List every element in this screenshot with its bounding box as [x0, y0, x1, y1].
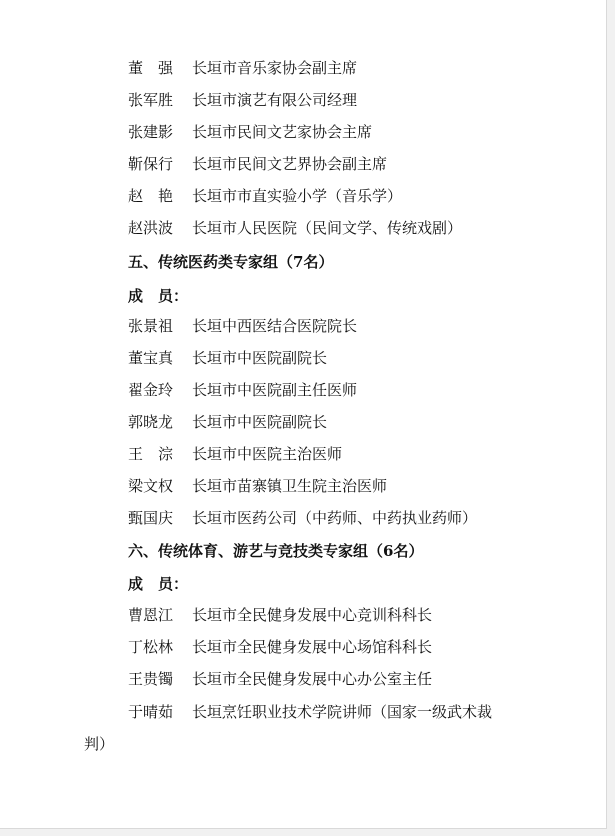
- member-name: 靳保行: [128, 155, 174, 173]
- member-title: 长垣市中医院主治医师: [192, 445, 343, 463]
- member-title: 长垣市医药公司（中药师、中药执业药师）: [192, 509, 478, 527]
- member-row: [128, 316, 357, 336]
- member-name: 丁松林: [128, 638, 174, 656]
- member-row: [128, 637, 432, 657]
- member-name: 王 淙: [128, 445, 174, 463]
- member-title: 长垣市全民健身发展中心场馆科科长: [192, 638, 433, 656]
- member-row: [128, 669, 432, 689]
- member-title: 长垣市全民健身发展中心办公室主任: [192, 670, 433, 688]
- member-title: 长垣市中医院副院长: [192, 349, 328, 367]
- member-name: 赵 艳: [128, 187, 174, 205]
- member-row: [128, 508, 477, 528]
- wrapped-text-continuation: 判）: [84, 735, 115, 753]
- member-name: 王贵镯: [128, 670, 174, 688]
- member-row: [128, 476, 387, 496]
- member-name: 董 强: [128, 59, 174, 77]
- member-title: 长垣市民间文艺家协会主席: [192, 123, 373, 141]
- members-label: 成 员：: [128, 287, 189, 305]
- member-name: 董宝真: [128, 349, 174, 367]
- member-name: 郭晓龙: [128, 413, 174, 431]
- members-label: 成 员：: [128, 575, 189, 593]
- member-name: 甄国庆: [128, 509, 174, 527]
- member-name: 张建影: [128, 123, 174, 141]
- member-title: 长垣市民间文艺界协会副主席: [192, 155, 388, 173]
- member-title: 长垣烹饪职业技术学院讲师（国家一级武术裁: [192, 703, 493, 721]
- member-row: [128, 218, 462, 238]
- member-row: [128, 58, 357, 78]
- member-row: [128, 122, 372, 142]
- section-heading: 五、传统医药类专家组（7名）: [128, 253, 334, 271]
- member-name: 于晴茹: [128, 703, 174, 721]
- member-row: [128, 90, 357, 110]
- member-row: [128, 702, 492, 722]
- member-name: 张景祖: [128, 317, 174, 335]
- member-title: 长垣市中医院副主任医师: [192, 381, 358, 399]
- member-row: [128, 444, 342, 464]
- member-title: 长垣市演艺有限公司经理: [192, 91, 358, 109]
- member-title: 长垣市音乐家协会副主席: [192, 59, 358, 77]
- member-name: 翟金玲: [128, 381, 174, 399]
- member-name: 赵洪波: [128, 219, 174, 237]
- member-name: 曹恩江: [128, 606, 174, 624]
- member-title: 长垣市中医院副院长: [192, 413, 328, 431]
- member-row: [128, 380, 357, 400]
- member-row: [128, 412, 327, 432]
- member-title: 长垣中西医结合医院院长: [192, 317, 358, 335]
- section-heading: 六、传统体育、游艺与竞技类专家组（6名）: [128, 542, 424, 560]
- member-row: [128, 186, 402, 206]
- member-title: 长垣市市直实验小学（音乐学）: [192, 187, 403, 205]
- member-title: 长垣市全民健身发展中心竞训科科长: [192, 606, 433, 624]
- member-name: 张军胜: [128, 91, 174, 109]
- member-row: [128, 154, 387, 174]
- member-row: [128, 605, 432, 625]
- member-name: 梁文权: [128, 477, 174, 495]
- member-title: 长垣市人民医院（民间文学、传统戏剧）: [192, 219, 463, 237]
- member-title: 长垣市苗寨镇卫生院主治医师: [192, 477, 388, 495]
- member-row: [128, 348, 327, 368]
